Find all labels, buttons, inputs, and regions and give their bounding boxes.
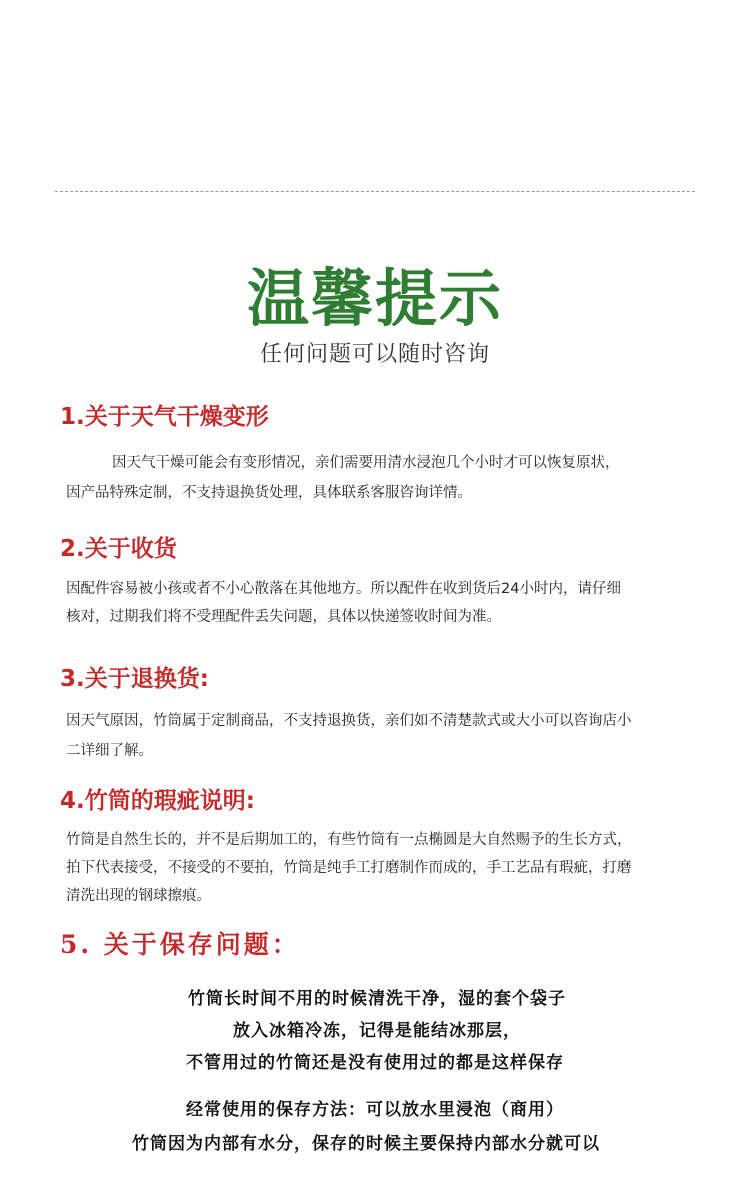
section-5-storage-block — [0, 983, 750, 1079]
section-3-body — [66, 706, 676, 766]
section-3-title: 3.关于退换货: — [60, 666, 209, 692]
section-1-title: 1.关于天气干燥变形 — [60, 404, 269, 430]
section-2-body — [66, 575, 676, 631]
dashed-divider — [55, 191, 695, 192]
section-5-line-5: 竹筒因为内部有水分，保存的时候主要保持内部水分就可以 — [132, 1134, 600, 1154]
section-4-line-2: 拍下代表接受，不接受的不要拍，竹筒是纯手工打磨制作而成的，手工艺品有瑕疵，打磨 — [66, 860, 632, 876]
section-4-line-1: 竹筒是自然生长的，并不是后期加工的，有些竹筒有一点椭圆是大自然赐予的生长方式， — [66, 832, 632, 848]
section-3-line-2: 二详细了解。 — [66, 743, 153, 759]
page-title: 温馨提示 — [246, 262, 503, 335]
section-1-body — [66, 448, 676, 508]
section-5-line-1: 竹筒长时间不用的时候清洗干净，湿的套个袋子 — [188, 989, 566, 1009]
section-1-line-2: 因产品特殊定制，不支持退换货处理，具体联系客服咨询详情。 — [66, 485, 472, 501]
section-4-title: 4.竹筒的瑕疵说明: — [60, 788, 255, 814]
section-2-line-2: 核对，过期我们将不受理配件丢失问题，具体以快递签收时间为准。 — [66, 609, 501, 625]
page-subtitle: 任何问题可以随时咨询 — [259, 342, 490, 367]
section-1-line-1: 因天气干燥可能会有变形情况，亲们需要用清水浸泡几个小时才可以恢复原状， — [112, 455, 620, 471]
section-5-daily-block — [0, 1093, 750, 1161]
section-4-line-3: 清洗出现的钢球擦痕。 — [66, 888, 211, 904]
section-5-line-3: 不管用过的竹筒还是没有使用过的都是这样保存 — [186, 1053, 564, 1073]
section-5-title: 5. 关于保存问题： — [60, 930, 300, 959]
section-5-line-2: 放入冰箱冷冻，记得是能结冰那层， — [233, 1021, 521, 1041]
section-2-line-1: 因配件容易被小孩或者不小心散落在其他地方。所以配件在收到货后24小时内，请仔细 — [66, 581, 621, 597]
section-2-title: 2.关于收货 — [60, 536, 177, 562]
section-5-line-4: 经常使用的保存方法：可以放水里浸泡（商用） — [186, 1100, 564, 1120]
section-4-body — [66, 826, 676, 910]
section-3-line-1: 因天气原因，竹筒属于定制商品，不支持退换货，亲们如不清楚款式或大小可以咨询店小 — [66, 713, 632, 729]
